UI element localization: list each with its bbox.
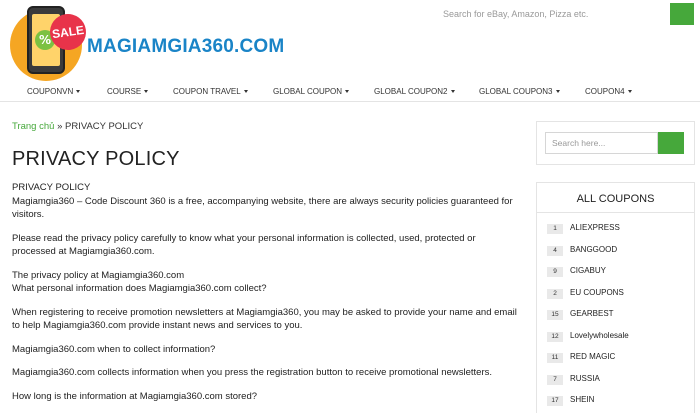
policy-paragraph: Magiamgia360.com collects information when you press the registration button to receive promotional newsletters. [12, 367, 492, 378]
breadcrumb-current: PRIVACY POLICY [65, 121, 144, 132]
chevron-down-icon [76, 90, 80, 93]
nav-item-course[interactable]: COURSE [107, 87, 148, 96]
coupon-item-gearbest[interactable] [547, 307, 687, 325]
coupon-item-lovelywholesale[interactable] [547, 329, 687, 347]
coupon-label: BANGGOOD [570, 244, 618, 254]
breadcrumb-home-link[interactable]: Trang chủ [12, 121, 55, 132]
coupon-count-badge: 1 [547, 224, 563, 234]
coupon-label: ALIEXPRESS [570, 223, 620, 232]
coupon-count-badge: 17 [547, 396, 563, 406]
coupon-item-aliexpress[interactable] [547, 221, 687, 239]
chevron-down-icon [556, 90, 560, 93]
breadcrumb [12, 121, 143, 132]
percent-icon: % [35, 30, 55, 50]
nav-item-global-coupon3[interactable]: GLOBAL COUPON3 [479, 87, 560, 96]
coupon-label: RED MAGIC [570, 352, 616, 361]
policy-paragraph: When registering to receive promotion newsletters at Magiamgia360, you may be asked to provide your name and email to help Magiamgia360.com provide instant news and services to you. [12, 306, 517, 331]
coupon-item-eu-coupons[interactable] [547, 286, 687, 304]
policy-question: Magiamgia360.com when to collect information? [12, 343, 216, 355]
chevron-down-icon [244, 90, 248, 93]
coupon-count-badge: 2 [547, 289, 563, 299]
brand-name[interactable]: MAGIAMGIA360.COM [87, 36, 285, 57]
policy-question: How long is the information at Magiamgia360.com stored? [12, 390, 258, 402]
nav-item-coupon-travel[interactable]: COUPON TRAVEL [173, 87, 248, 96]
nav-item-global-coupon2[interactable]: GLOBAL COUPON2 [374, 87, 455, 96]
coupon-label: SHEIN [570, 395, 595, 404]
header-search-button[interactable] [670, 3, 694, 25]
breadcrumb-separator: » [57, 121, 63, 132]
all-coupons-title: ALL COUPONS [576, 193, 655, 205]
coupon-count-badge: 11 [547, 353, 563, 363]
policy-paragraph: Magiamgia360 – Code Discount 360 is a free, accompanying website, there are always security policies guaranteed for visitors. [12, 195, 513, 220]
sale-badge: SALE [48, 12, 89, 53]
page-title: PRIVACY POLICY [12, 148, 180, 170]
coupon-item-banggood[interactable] [547, 243, 687, 261]
nav-item-couponvn[interactable]: COUPONVN [27, 87, 80, 96]
chevron-down-icon [144, 90, 148, 93]
site-logo[interactable] [10, 4, 85, 79]
coupon-label: EU COUPONS [570, 287, 624, 297]
policy-subheading: The privacy policy at Magiamgia360.com [12, 269, 185, 281]
sidebar-search-button[interactable] [658, 132, 684, 154]
coupon-item-cigabuy[interactable] [547, 264, 687, 282]
nav-item-global-coupon[interactable]: GLOBAL COUPON [273, 87, 349, 96]
policy-content [12, 181, 517, 413]
chevron-down-icon [628, 90, 632, 93]
policy-paragraph: Please read the privacy policy carefully to know what your personal information is collected, used, protected or processed at Magiamgia360.com. [12, 232, 476, 257]
coupon-count-badge: 9 [547, 267, 563, 277]
coupon-label: RUSSIA [570, 373, 600, 383]
coupon-count-badge: 4 [547, 246, 563, 256]
main-nav [0, 82, 700, 102]
chevron-down-icon [451, 90, 455, 93]
coupon-count-badge: 7 [547, 375, 563, 385]
coupon-label: GEARBEST [570, 309, 614, 318]
coupon-count-badge: 12 [547, 332, 563, 342]
header-search-input[interactable] [437, 3, 662, 25]
coupon-item-shein[interactable] [547, 393, 687, 411]
coupon-label: CIGABUY [570, 266, 607, 275]
nav-item-coupon4[interactable]: COUPON4 [585, 87, 632, 96]
policy-question: What personal information does Magiamgia360.com collect? [12, 283, 267, 294]
chevron-down-icon [345, 90, 349, 93]
divider [537, 212, 694, 213]
site-header [0, 0, 700, 82]
coupon-count-badge: 15 [547, 310, 563, 320]
all-coupons-widget [536, 182, 695, 413]
coupon-item-russia[interactable] [547, 372, 687, 390]
coupon-item-red-magic[interactable] [547, 350, 687, 368]
sidebar-search-input[interactable] [545, 132, 658, 154]
coupon-label: Lovelywholesale [570, 330, 629, 340]
policy-heading: PRIVACY POLICY [12, 182, 91, 193]
